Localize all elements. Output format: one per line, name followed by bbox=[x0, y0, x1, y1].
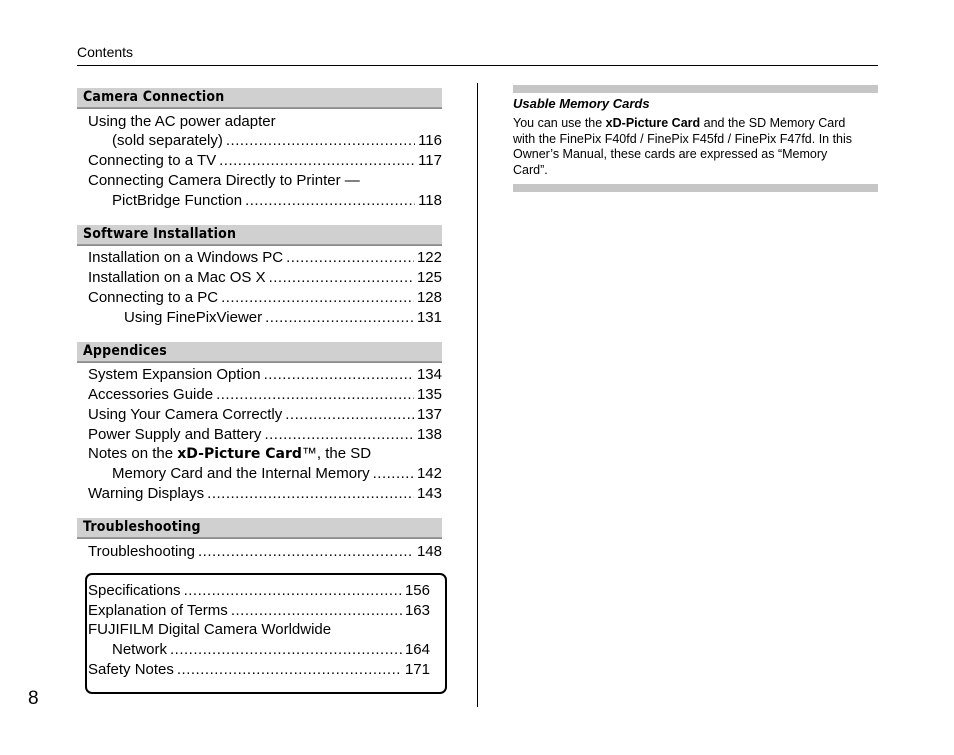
xd-picture-card-bold: xD-Picture Card bbox=[605, 116, 701, 130]
section-header-software-installation bbox=[77, 225, 442, 245]
section-rule bbox=[77, 108, 442, 109]
xd-picture-card-brand: xD-Picture Card bbox=[177, 446, 302, 462]
note-line-3: Owner’s Manual, these cards are expressed as “Memory bbox=[513, 147, 828, 161]
note-line-1: You can use the xD-Picture Card and the SD Memory Card bbox=[513, 116, 846, 130]
section-rule bbox=[77, 362, 442, 363]
toc-entry-accessories[interactable]: Accessories Guide ..... 135 bbox=[88, 385, 442, 405]
section-title: Software Installation bbox=[83, 226, 237, 242]
toc-entry-network[interactable]: Network ..... 164 bbox=[112, 640, 430, 660]
note-bottom-bar bbox=[513, 184, 878, 192]
note-line-4: Card”. bbox=[513, 162, 548, 177]
header-label: Contents bbox=[77, 44, 134, 60]
toc-entry-connecting-tv[interactable]: Connecting to a TV ..... 117 bbox=[88, 151, 442, 171]
toc-entry-explanation-terms[interactable]: Explanation of Terms ..... 163 bbox=[88, 601, 430, 621]
toc-entry-finepixviewer[interactable]: Using FinePixViewer ..... 131 bbox=[124, 308, 442, 328]
toc-entry-memory-card[interactable]: Memory Card and the Internal Memory ..... 142 bbox=[112, 464, 442, 484]
toc-entry-warning-displays[interactable]: Warning Displays ..... 143 bbox=[88, 484, 442, 504]
section-header-appendices bbox=[77, 342, 442, 362]
note-title: Usable Memory Cards bbox=[513, 96, 650, 111]
toc-entry-mac[interactable]: Installation on a Mac OS X ..... 125 bbox=[88, 268, 442, 288]
toc-entry-power-supply[interactable]: Power Supply and Battery ..... 138 bbox=[88, 425, 442, 445]
page-number: 8 bbox=[28, 688, 39, 709]
toc-line-ac-adapter: Using the AC power adapter bbox=[88, 113, 276, 130]
section-rule bbox=[77, 538, 442, 539]
note-top-bar bbox=[513, 85, 878, 93]
column-divider bbox=[477, 83, 478, 707]
toc-line-printer: Connecting Camera Directly to Printer — bbox=[88, 172, 360, 189]
toc-entry-connecting-pc[interactable]: Connecting to a PC ..... 128 bbox=[88, 288, 442, 308]
section-title: Appendices bbox=[83, 343, 167, 359]
toc-entry-windows[interactable]: Installation on a Windows PC ..... 122 bbox=[88, 248, 442, 268]
section-header-troubleshooting bbox=[77, 518, 442, 538]
section-title: Camera Connection bbox=[83, 89, 225, 105]
section-header-camera-connection bbox=[77, 88, 442, 108]
section-rule bbox=[77, 245, 442, 246]
toc-line-notes-xd: Notes on the xD-Picture Card™, the SD bbox=[88, 445, 372, 462]
toc-entry-using-camera[interactable]: Using Your Camera Correctly ..... 137 bbox=[88, 405, 442, 425]
section-title: Troubleshooting bbox=[83, 519, 201, 535]
toc-entry-safety-notes[interactable]: Safety Notes ..... 171 bbox=[88, 660, 430, 680]
toc-line-fujifilm-worldwide: FUJIFILM Digital Camera Worldwide bbox=[88, 621, 332, 638]
toc-entry-pictbridge[interactable]: PictBridge Function ..... 118 bbox=[112, 191, 442, 211]
header-rule bbox=[77, 65, 878, 66]
toc-entry-system-expansion[interactable]: System Expansion Option ..... 134 bbox=[88, 365, 442, 385]
toc-entry-specifications[interactable]: Specifications ..... 156 bbox=[88, 581, 430, 601]
toc-entry-troubleshooting[interactable]: Troubleshooting ..... 148 bbox=[88, 542, 442, 562]
note-line-2: with the FinePix F40fd / FinePix F45fd / FinePix F47fd. In this bbox=[513, 131, 853, 146]
toc-entry-ac-adapter[interactable]: (sold separately) ..... 116 bbox=[112, 131, 442, 151]
note-body bbox=[513, 116, 879, 178]
